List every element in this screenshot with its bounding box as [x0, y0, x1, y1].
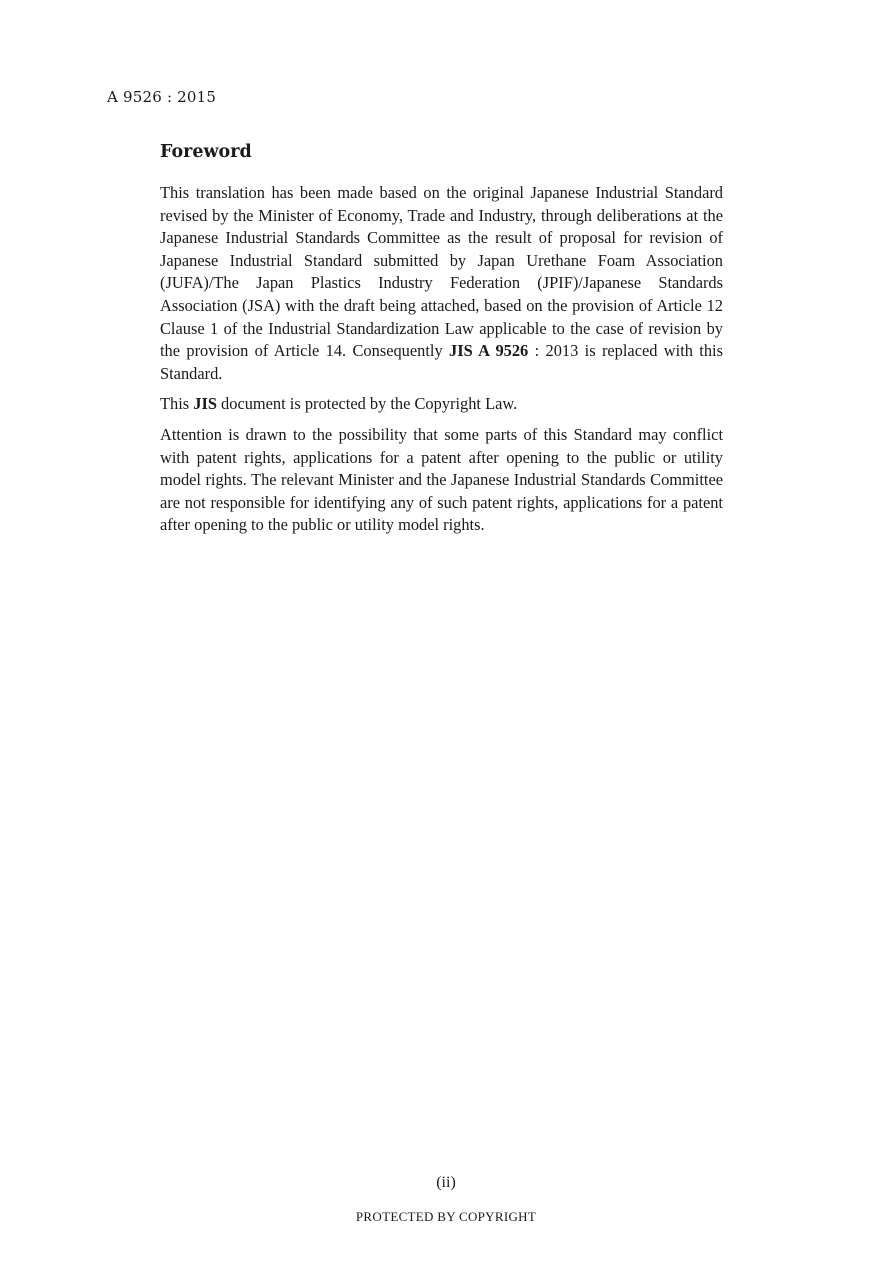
paragraph-text: This [160, 394, 194, 414]
paragraph-text: : 2013 is replaced with this Standard. [160, 341, 723, 383]
paragraph-text: document is protected by the Copyright Law. [216, 394, 518, 414]
foreword-section [160, 142, 723, 545]
standard-reference: JIS [193, 394, 217, 414]
document-id: A 9526 : 2015 [107, 88, 217, 106]
paragraph-patent-notice: Attention is drawn to the possibility that some parts of this Standard may conflict with patent rights, applications for a patent after opening to the public or utility model rights. The relevant Minister and the Japanese Industrial Standards Committee are not responsible for identifying any of such patent rights, applications for a patent after opening to the public or utility model rights. [160, 424, 723, 535]
page-title: Foreword [160, 142, 252, 162]
paragraph-revision-info [160, 182, 723, 385]
copyright-footer: PROTECTED BY COPYRIGHT [355, 1209, 537, 1224]
standard-reference: JIS A 9526 [449, 341, 529, 361]
paragraph-text: This translation has been made based on the original Japanese Industrial Standard revised by the Minister of Economy, Trade and Industry, through deliberations at the Japanese Industrial Standards Committee as the result of proposal for revision of Japanese Industrial Standard submitted by Japan Urethane Foam Association (JUFA)/The Japan Plastics Industry Federation (JPIF)/Japanese Standards Association (JSA) with the draft being attached, based on the provision of Article 12 Clause 1 of the Industrial Standardization Law applicable to the case of revision by the provision of Article 14. Consequently [160, 183, 723, 361]
page-number: (ii) [436, 1174, 456, 1191]
paragraph-copyright [160, 393, 723, 416]
